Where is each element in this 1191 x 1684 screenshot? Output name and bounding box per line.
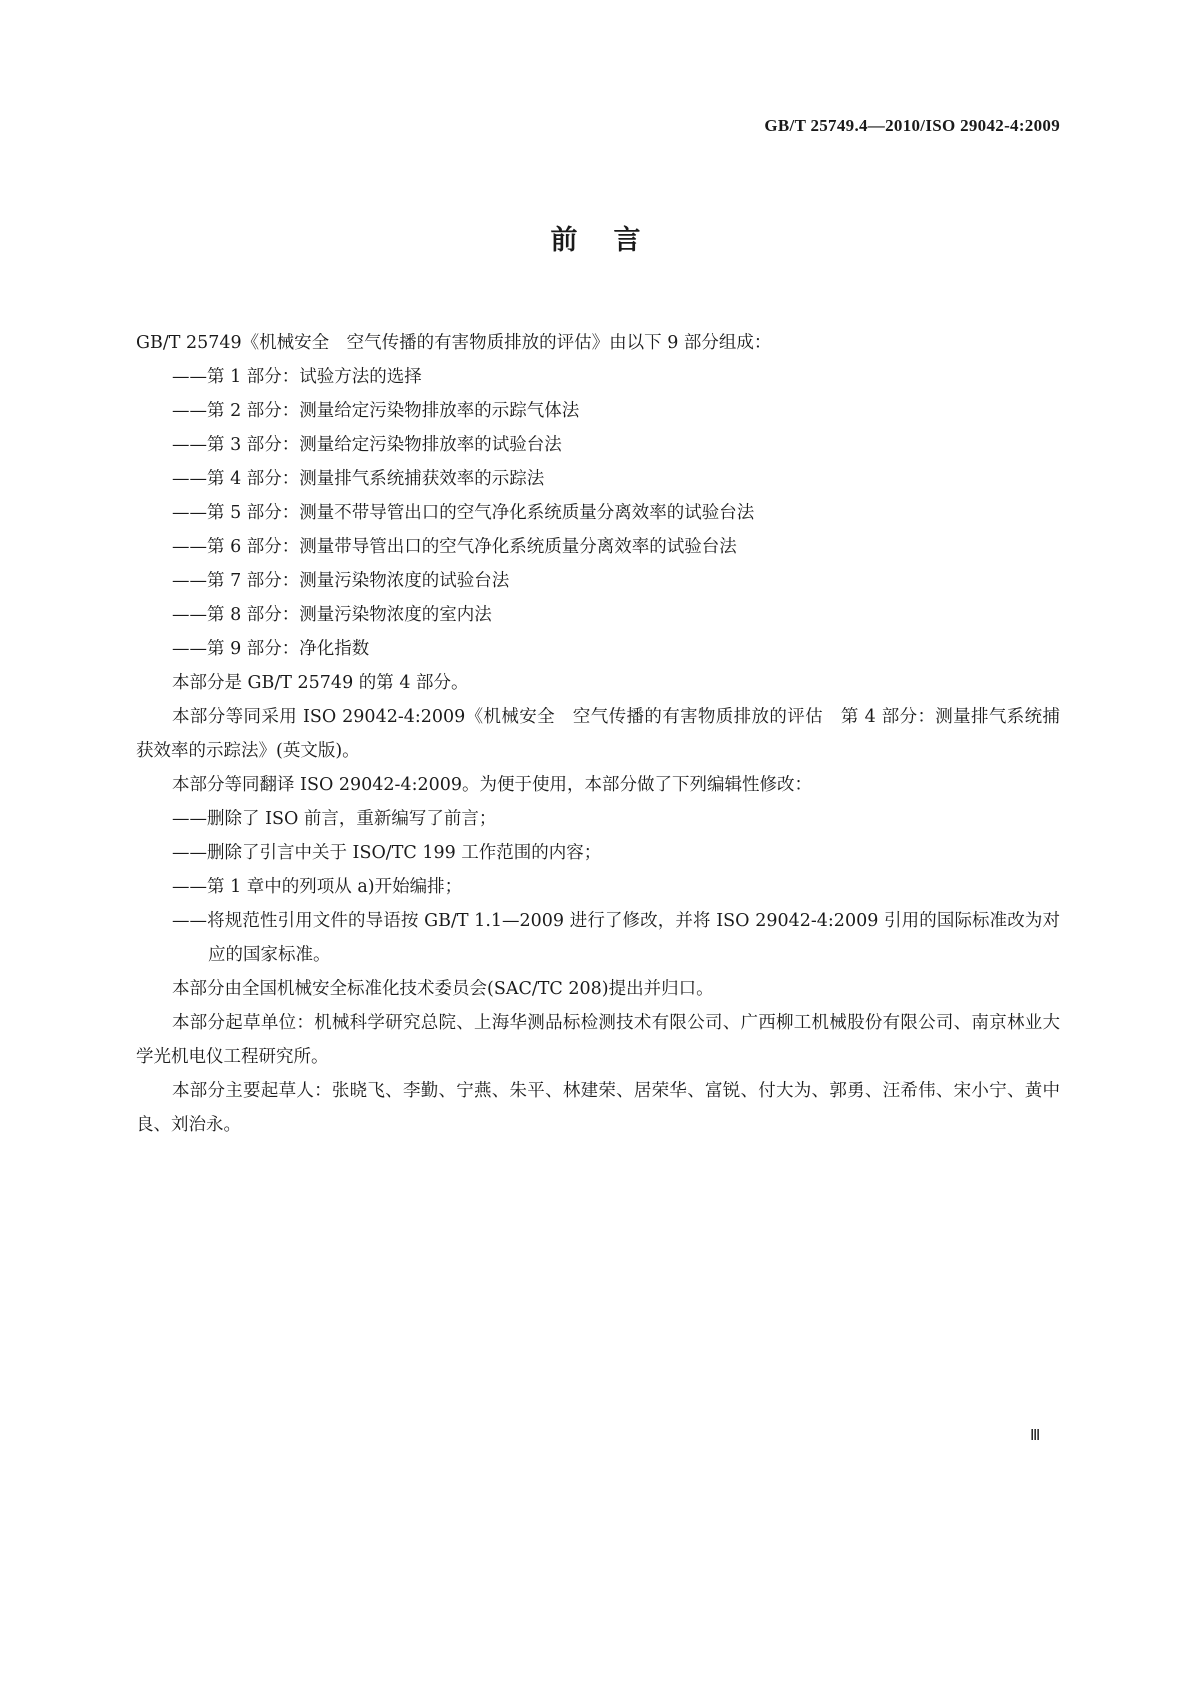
list-item: ——第 4 部分：测量排气系统捕获效率的示踪法 — [172, 469, 545, 489]
page-title: 前言 — [550, 225, 677, 256]
list-item: ——将规范性引用文件的导语按 GB/T 1.1—2009 进行了修改，并将 ISO 29042-4:2009 引用的国际标准改为对应的国家标准。 — [172, 911, 1060, 965]
drafters-paragraph: 本部分主要起草人：张晓飞、李勤、宁燕、朱平、林建荣、居荣华、富锐、付大为、郭勇、汪希伟、宋小宁、黄中良、刘治永。 — [136, 1081, 1060, 1135]
list-item: ——第 7 部分：测量污染物浓度的试验台法 — [172, 571, 510, 591]
part-of-paragraph: 本部分是 GB/T 25749 的第 4 部分。 — [172, 673, 469, 693]
list-item: ——第 8 部分：测量污染物浓度的室内法 — [172, 605, 492, 625]
list-item: ——删除了引言中关于 ISO/TC 199 工作范围的内容； — [172, 843, 602, 863]
intro-paragraph: GB/T 25749《机械安全 空气传播的有害物质排放的评估》由以下 9 部分组成： — [136, 333, 772, 353]
translate-paragraph: 本部分等同翻译 ISO 29042-4:2009。为便于使用，本部分做了下列编辑性修改： — [172, 775, 813, 795]
list-item: ——第 9 部分：净化指数 — [172, 639, 370, 659]
list-item: ——删除了 ISO 前言，重新编写了前言； — [172, 809, 497, 829]
drafting-units-paragraph: 本部分起草单位：机械科学研究总院、上海华测品标检测技术有限公司、广西柳工机械股份有限公司、南京林业大学光机电仪工程研究所。 — [136, 1013, 1060, 1067]
list-item: ——第 1 章中的列项从 a)开始编排； — [172, 877, 463, 897]
standard-code-header: GB/T 25749.4—2010/ISO 29042-4:2009 — [764, 116, 1060, 135]
proposed-paragraph: 本部分由全国机械安全标准化技术委员会(SAC/TC 208)提出并归口。 — [172, 979, 714, 999]
foreword-body — [136, 326, 1060, 1142]
list-item: ——第 1 部分：试验方法的选择 — [172, 367, 422, 387]
list-item: ——第 6 部分：测量带导管出口的空气净化系统质量分离效率的试验台法 — [172, 537, 737, 557]
page-number: Ⅲ — [1030, 1428, 1041, 1444]
list-item: ——第 5 部分：测量不带导管出口的空气净化系统质量分离效率的试验台法 — [172, 503, 755, 523]
list-item: ——第 3 部分：测量给定污染物排放率的试验台法 — [172, 435, 562, 455]
list-item: ——第 2 部分：测量给定污染物排放率的示踪气体法 — [172, 401, 580, 421]
adopt-paragraph: 本部分等同采用 ISO 29042-4:2009《机械安全 空气传播的有害物质排放的评估 第 4 部分：测量排气系统捕获效率的示踪法》(英文版)。 — [136, 707, 1060, 761]
